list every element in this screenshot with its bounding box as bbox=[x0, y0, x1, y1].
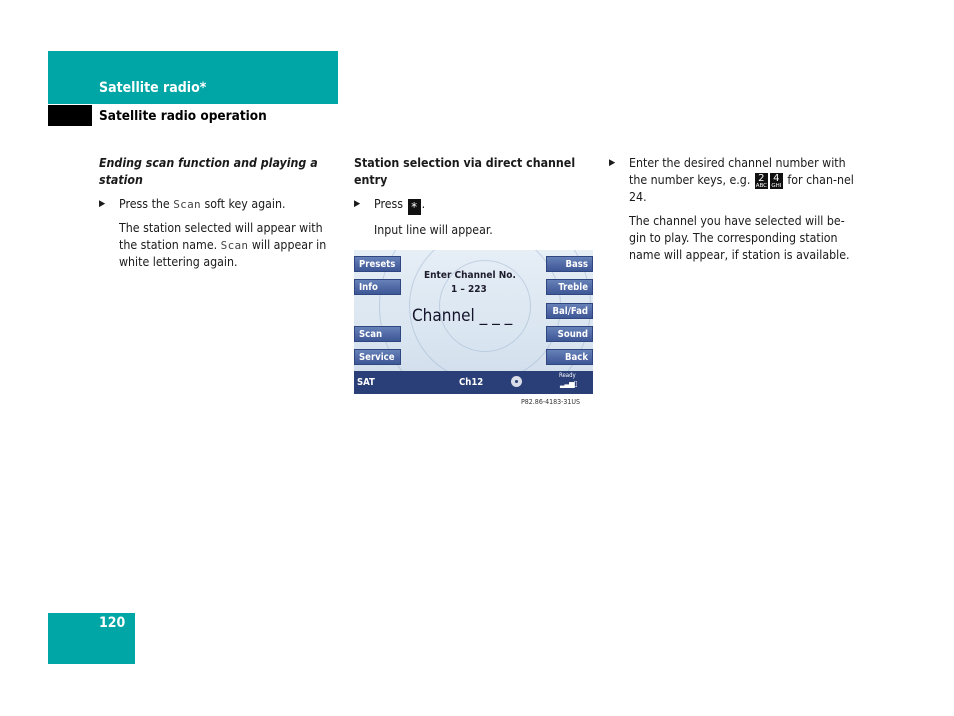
softkey-scan[interactable]: Scan bbox=[354, 326, 401, 342]
bullet-arrow-icon: ▶ bbox=[99, 199, 106, 209]
bullet-arrow-icon: ▶ bbox=[609, 158, 616, 168]
status-bar bbox=[354, 371, 593, 394]
column-1-heading: Ending scan function and playing a station bbox=[99, 156, 318, 187]
column-1-step: ▶ Press the Scan soft key again. bbox=[99, 197, 286, 211]
header-block bbox=[48, 51, 338, 104]
column-2 bbox=[354, 155, 594, 239]
bullet-arrow-icon: ▶ bbox=[354, 199, 361, 209]
column-1-result: The station selected will appear with the station name. Scan will appear in white lettering again. bbox=[119, 221, 327, 269]
column-3-result: The channel you have selected will be-gin to play. The corresponding station name will appear, if station is available. bbox=[629, 214, 850, 262]
column-2-step: ▶ Press * . bbox=[354, 197, 426, 214]
softkey-presets[interactable]: Presets bbox=[354, 256, 401, 272]
star-key-icon: * bbox=[408, 199, 421, 215]
softkey-info[interactable]: Info bbox=[354, 279, 401, 295]
figure-code: P82.86-4183-31US bbox=[521, 398, 581, 406]
channel-input-line[interactable]: Channel _ _ _ bbox=[412, 306, 513, 326]
softkey-treble[interactable]: Treble bbox=[546, 279, 593, 295]
softkey-back[interactable]: Back bbox=[546, 349, 593, 365]
page-number: 120 bbox=[99, 615, 126, 631]
channel-range: 1 – 223 bbox=[451, 284, 487, 295]
softkey-service[interactable]: Service bbox=[354, 349, 401, 365]
section-title: Satellite radio* bbox=[99, 80, 207, 96]
channel-prompt: Enter Channel No. bbox=[424, 270, 516, 281]
softkey-sound[interactable]: Sound bbox=[546, 326, 593, 342]
column-2-result: Input line will appear. bbox=[374, 223, 493, 237]
subsection-title: Satellite radio operation bbox=[99, 108, 267, 124]
scan-display-label: Scan bbox=[220, 239, 249, 252]
number-key-2-icon: 2 ABC bbox=[755, 173, 767, 189]
softkey-bal-fad[interactable]: Bal/Fad bbox=[546, 303, 593, 319]
disc-icon bbox=[511, 376, 522, 387]
signal-strength-icon: ▂▃▅▯ bbox=[560, 379, 577, 388]
subsection-marker bbox=[48, 105, 92, 126]
column-3 bbox=[609, 155, 854, 264]
radio-display-illustration bbox=[354, 250, 593, 394]
number-key-4-icon: 4 GHI bbox=[771, 173, 782, 189]
softkey-bass[interactable]: Bass bbox=[546, 256, 593, 272]
status-channel: Ch12 bbox=[459, 377, 484, 388]
column-3-step: ▶ Enter the desired channel number with the number keys, e.g. 2 ABC 4 GHI for chan-nel 24. bbox=[609, 156, 854, 204]
scan-softkey-label: Scan bbox=[173, 198, 201, 211]
status-source: SAT bbox=[357, 377, 375, 388]
status-ready: Ready bbox=[559, 372, 576, 379]
column-2-heading: Station selection via direct channel entry bbox=[354, 156, 576, 187]
column-1 bbox=[99, 155, 334, 271]
